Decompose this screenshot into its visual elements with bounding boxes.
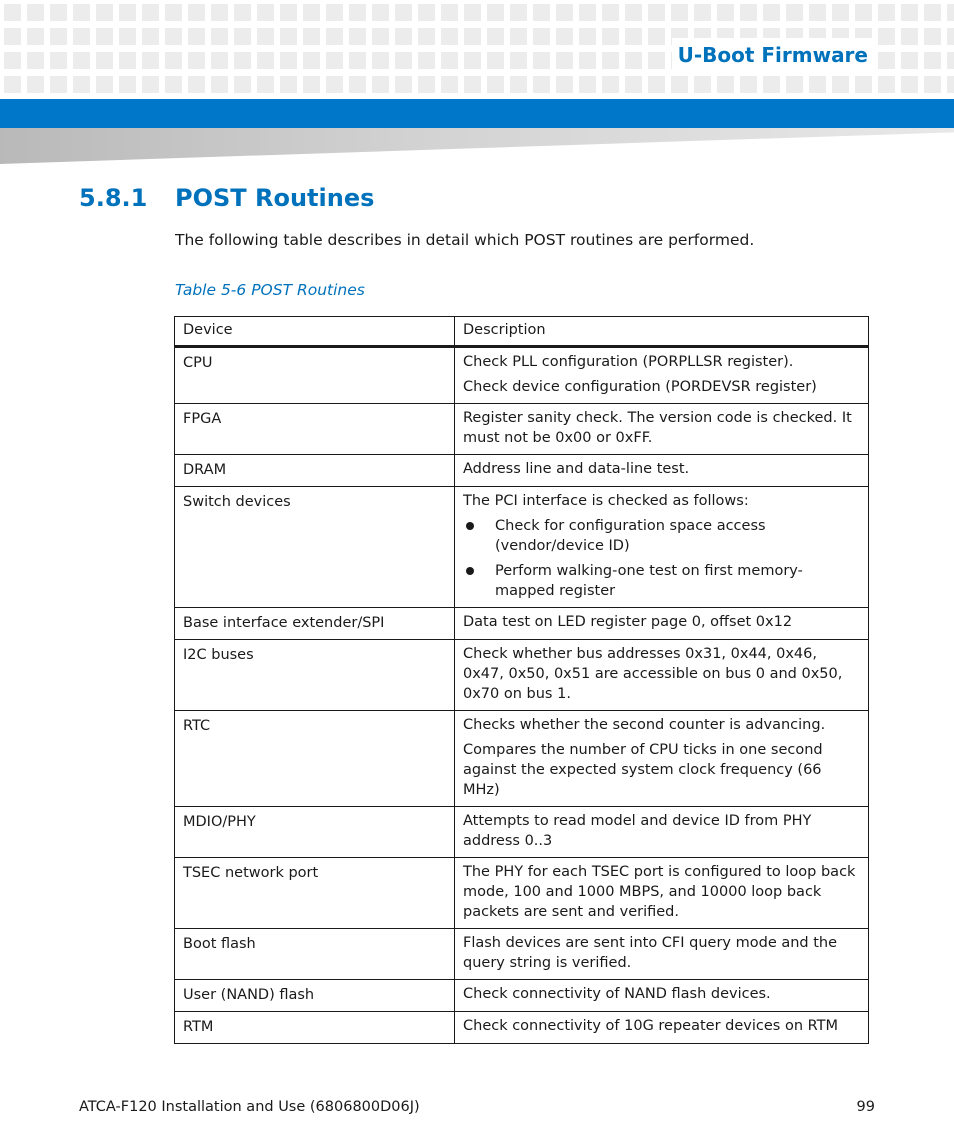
header-bar bbox=[0, 99, 954, 128]
table-row bbox=[175, 404, 869, 455]
description-cell bbox=[455, 807, 869, 858]
table-caption: Table 5-6 POST Routines bbox=[175, 281, 365, 299]
footer-document-title: ATCA-F120 Installation and Use (6806800D06J) bbox=[79, 1099, 420, 1115]
device-cell: I2C buses bbox=[175, 640, 455, 711]
device-cell: CPU bbox=[175, 347, 455, 404]
device-cell: TSEC network port bbox=[175, 858, 455, 929]
description-cell bbox=[455, 455, 869, 487]
device-cell: User (NAND) flash bbox=[175, 980, 455, 1012]
bullet-item bbox=[463, 561, 860, 601]
description-cell bbox=[455, 404, 869, 455]
description-cell bbox=[455, 711, 869, 807]
device-cell: Switch devices bbox=[175, 487, 455, 608]
bullet-text: Check for configuration space access (vendor/device ID) bbox=[495, 518, 766, 554]
device-cell: RTC bbox=[175, 711, 455, 807]
section-number: 5.8.1 bbox=[79, 184, 148, 212]
device-cell: DRAM bbox=[175, 455, 455, 487]
description-cell bbox=[455, 608, 869, 640]
description-cell bbox=[455, 1012, 869, 1044]
device-cell: Boot flash bbox=[175, 929, 455, 980]
table-row bbox=[175, 487, 869, 608]
post-routines-table bbox=[174, 316, 869, 1044]
column-header-description: Description bbox=[455, 317, 869, 347]
table-header-row bbox=[175, 317, 869, 347]
description-line: The PHY for each TSEC port is configured to loop back mode, 100 and 1000 MBPS, and 10000 loop back packets are sent and verified. bbox=[463, 864, 856, 920]
table-row bbox=[175, 347, 869, 404]
description-cell bbox=[455, 347, 869, 404]
description-cell bbox=[455, 980, 869, 1012]
description-line: Check device configuration (PORDEVSR register) bbox=[463, 379, 817, 395]
device-cell: FPGA bbox=[175, 404, 455, 455]
description-line: Check connectivity of NAND flash devices. bbox=[463, 986, 771, 1002]
bullet-icon bbox=[466, 522, 474, 530]
device-cell: Base interface extender/SPI bbox=[175, 608, 455, 640]
description-line: Register sanity check. The version code is checked. It must not be 0x00 or 0xFF. bbox=[463, 410, 852, 446]
table-row bbox=[175, 807, 869, 858]
chapter-title: U-Boot Firmware bbox=[672, 38, 874, 72]
description-line: Compares the number of CPU ticks in one second against the expected system clock frequency (66 MHz) bbox=[463, 742, 823, 798]
description-line: Flash devices are sent into CFI query mode and the query string is verified. bbox=[463, 935, 838, 971]
description-line: Attempts to read model and device ID from PHY address 0..3 bbox=[463, 813, 812, 849]
description-line: Checks whether the second counter is advancing. bbox=[463, 717, 826, 733]
description-line: Check PLL configuration (PORPLLSR register). bbox=[463, 354, 794, 370]
description-cell bbox=[455, 640, 869, 711]
column-header-device: Device bbox=[175, 317, 455, 347]
page-number: 99 bbox=[856, 1099, 875, 1115]
description-line: Check whether bus addresses 0x31, 0x44, 0x46, 0x47, 0x50, 0x51 are accessible on bus 0 and 0x50, 0x70 on bus 1. bbox=[463, 646, 843, 702]
section-title: POST Routines bbox=[175, 184, 375, 212]
table-row bbox=[175, 1012, 869, 1044]
table-row bbox=[175, 929, 869, 980]
device-cell: MDIO/PHY bbox=[175, 807, 455, 858]
bullet-icon bbox=[466, 567, 474, 575]
intro-paragraph: The following table describes in detail which POST routines are performed. bbox=[175, 231, 755, 249]
header-wedge bbox=[0, 128, 954, 164]
description-line: Data test on LED register page 0, offset 0x12 bbox=[463, 614, 793, 630]
table-row bbox=[175, 711, 869, 807]
table-body bbox=[175, 347, 869, 1044]
table-row bbox=[175, 858, 869, 929]
description-cell bbox=[455, 487, 869, 608]
description-line: Check connectivity of 10G repeater devices on RTM bbox=[463, 1018, 839, 1034]
description-line: Address line and data-line test. bbox=[463, 461, 690, 477]
bullet-text: Perform walking-one test on first memory-mapped register bbox=[495, 563, 803, 599]
table-row bbox=[175, 455, 869, 487]
description-line: The PCI interface is checked as follows: bbox=[463, 493, 749, 509]
table-row bbox=[175, 980, 869, 1012]
description-cell bbox=[455, 929, 869, 980]
table-row bbox=[175, 640, 869, 711]
table-row bbox=[175, 608, 869, 640]
device-cell: RTM bbox=[175, 1012, 455, 1044]
bullet-item bbox=[463, 516, 860, 556]
description-cell bbox=[455, 858, 869, 929]
